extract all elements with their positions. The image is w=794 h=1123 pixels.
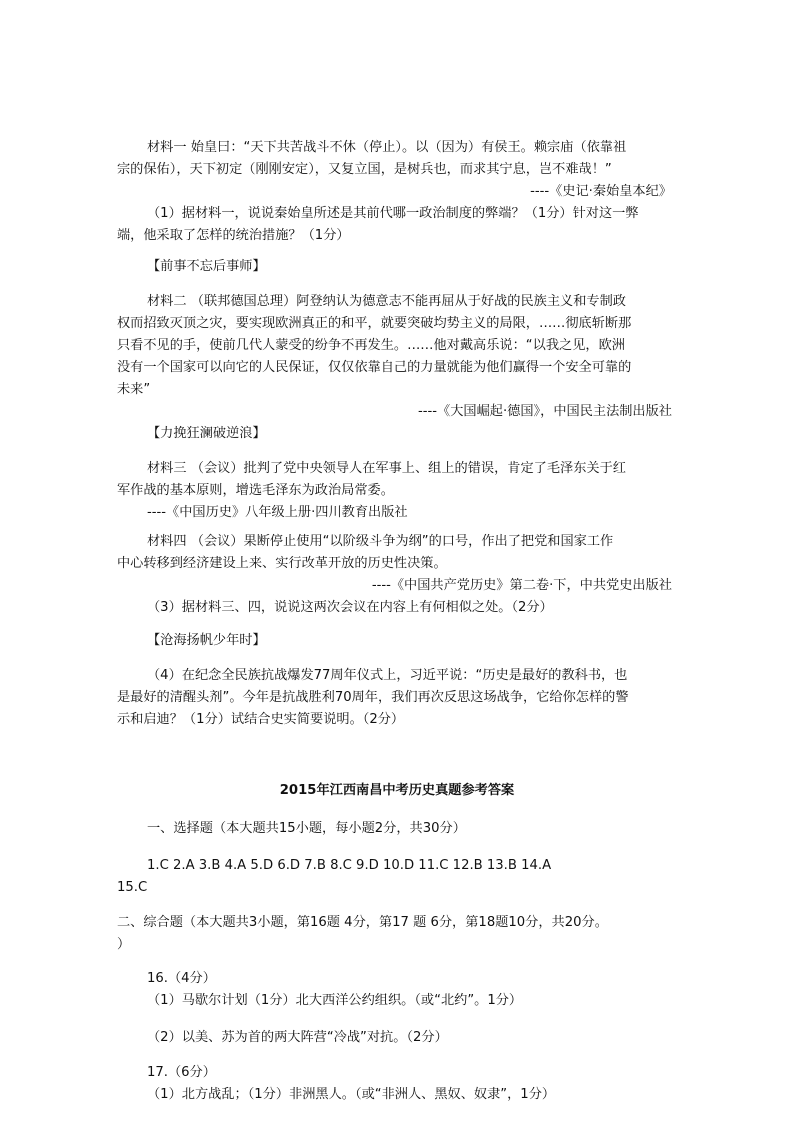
material-2-line-5: 未来” [117,382,151,397]
material-1-source: ----《史记·秦始皇本纪》 [530,184,672,199]
section-heading-1: 【前事不忘后事师】 [147,259,266,274]
material-1-line-1: 材料一 始皇曰：“天下共苦战斗不休（停止）。以（因为）有侯王。赖宗庙（依靠祖 [147,140,627,155]
answer-16-2: （2）以美、苏为首的两大阵营“冷战”对抗。（2分） [147,1030,448,1045]
material-3-source: ----《中国历史》八年级上册·四川教育出版社 [147,505,408,520]
section-heading-3: 【沧海扬帆少年时】 [147,633,266,648]
material-2-line-2: 权而招致灭顶之灾，要实现欧洲真正的和平，就要突破均势主义的局限，……彻底斩断那 [117,316,632,331]
material-4-line-1: 材料四 （会议）果断停止使用“以阶级斗争为纲”的口号，作出了把党和国家工作 [147,534,614,549]
material-2-line-1: 材料二 （联邦德国总理）阿登纳认为德意志不能再屈从于好战的民族主义和专制政 [147,294,626,309]
answer-17-1: （1）北方战乱；（1分）非洲黑人。（或“非洲人、黑奴、奴隶”，1分） [147,1087,556,1102]
material-2-source: ----《大国崛起·德国》，中国民主法制出版社 [418,404,672,419]
material-3-line-1: 材料三 （会议）批判了党中央领导人在军事上、组上的错误，肯定了毛泽东关于红 [147,461,626,476]
answers-title: 2015年江西南昌中考历史真题参考答案 [279,783,515,798]
question-3: （3）据材料三、四，说说这两次会议在内容上有何相似之处。（2分） [147,600,553,615]
answer-16-1: （1）马歇尔计划（1分）北大西洋公约组织。（或“北约”。1分） [147,993,523,1008]
material-2-line-3: 只看不见的手，使前几代人蒙受的纷争不再发生。……他对戴高乐说：“以我之见，欧洲 [117,338,625,353]
answers-part-2-line-1: 二、综合题（本大题共3小题，第16题 4分，第17 题 6分，第18题10分，共20分。 [117,915,608,930]
material-2-line-4: 没有一个国家可以向它的人民保证，仅仅依靠自己的力量就能为他们赢得一个安全可靠的 [117,360,632,375]
answer-17-heading: 17.（6分） [147,1065,216,1080]
question-1-line-2: 端，他采取了怎样的统治措施？（1分） [117,228,350,243]
material-3-line-2: 军作战的基本原则，增选毛泽东为政治局常委。 [117,483,394,498]
answers-choices-line-2: 15.C [117,880,148,895]
answers-part-2-line-2: ） [117,937,131,952]
question-1-line-1: （1）据材料一，说说秦始皇所述是其前代哪一政治制度的弊端？（1分）针对这一弊 [147,206,639,221]
material-1-line-2: 宗的保佑），天下初定（刚刚安定），又复立国，是树兵也，而求其宁息，岂不难哉！” [117,162,612,177]
answers-part-1: 一、选择题（本大题共15小题，每小题2分，共30分） [147,821,466,836]
section-heading-2: 【力挽狂澜破逆浪】 [147,426,266,441]
answers-choices-line-1: 1.C 2.A 3.B 4.A 5.D 6.D 7.B 8.C 9.D 10.D 11.C 12.B 13.B 14.A [147,858,552,873]
material-4-line-2: 中心转移到经济建设上来、实行改革开放的历史性决策。 [117,556,447,571]
answer-16-heading: 16.（4分） [147,971,216,986]
material-4-source: ----《中国共产党历史》第二卷·下，中共党史出版社 [371,578,672,593]
question-4-line-2: 是最好的清醒头剂”。今年是抗战胜利70周年，我们再次反思这场战争，它给你怎样的警 [117,690,629,705]
question-4-line-3: 示和启迪？（1分）试结合史实简要说明。（2分） [117,712,405,727]
question-4-line-1: （4）在纪念全民族抗战爆发77周年仪式上，习近平说：“历史是最好的教科书，也 [147,668,628,683]
